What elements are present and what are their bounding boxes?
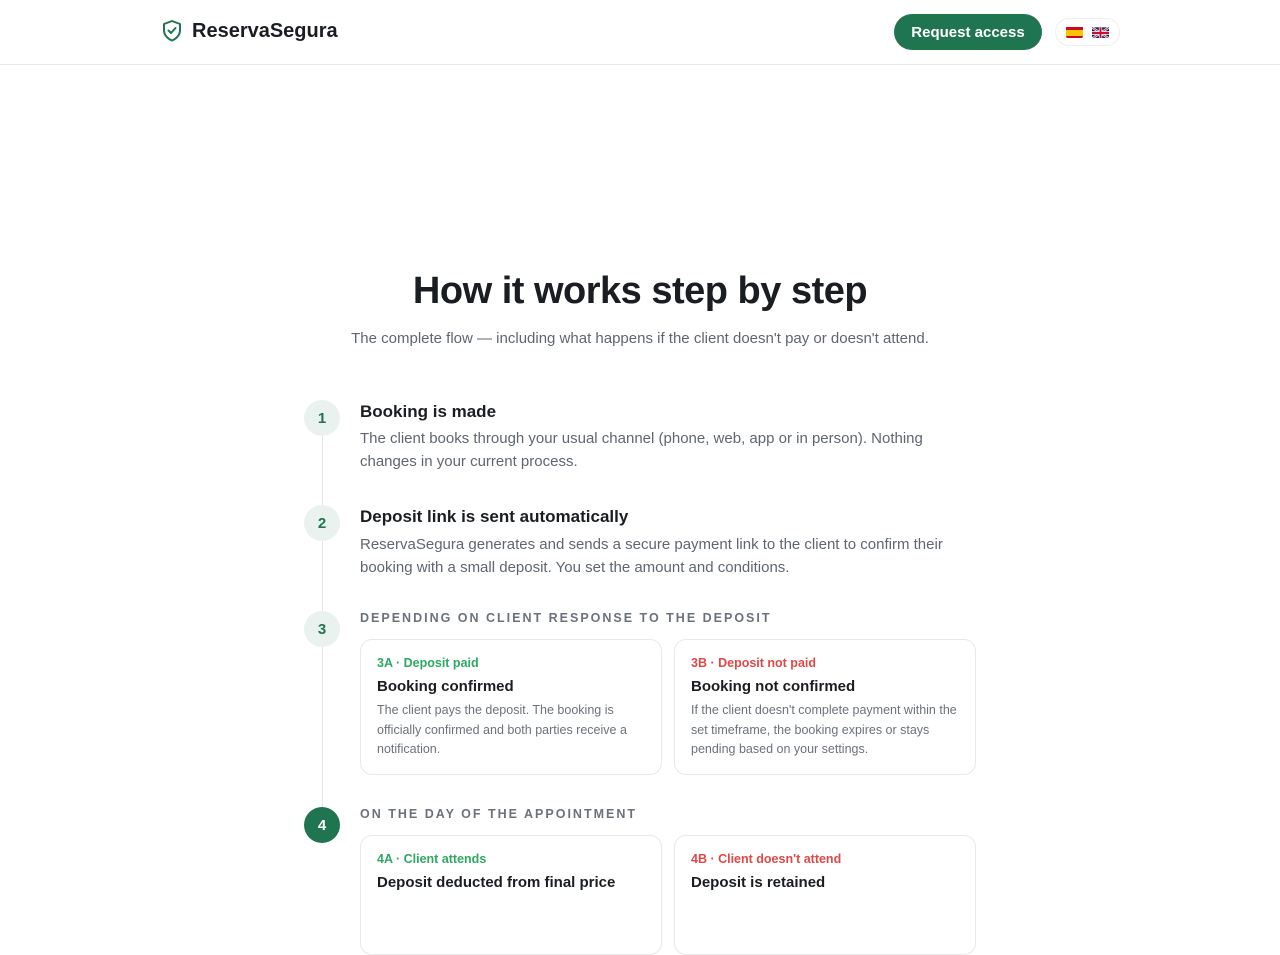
uk-flag-icon[interactable]	[1092, 26, 1109, 38]
outcome-card-3b	[674, 639, 976, 775]
card-title: Deposit is retained	[691, 874, 826, 891]
section-title: How it works step by step	[412, 270, 868, 312]
card-title: Deposit deducted from final price	[377, 874, 616, 891]
step-description: ReservaSegura generates and sends a secure payment link to the client to confirm their booking with a small deposit. You set the amount and conditions.	[360, 536, 943, 576]
step-number-1: 1	[304, 400, 340, 436]
language-switcher	[1055, 18, 1120, 46]
shield-check-icon	[161, 19, 183, 43]
step-number-3: 3	[304, 611, 340, 647]
step-description: The client books through your usual channel (phone, web, app or in person). Nothing changes in your current process.	[360, 430, 923, 470]
card-tag: 4A · Client attends	[377, 852, 487, 866]
card-tag: 4B · Client doesn't attend	[691, 852, 842, 866]
top-navbar	[0, 0, 1280, 65]
outcome-card-3a	[360, 639, 662, 775]
step-number-4: 4	[304, 807, 340, 843]
outcome-card-4b	[674, 835, 976, 955]
card-tag: 3A · Deposit paid	[377, 656, 479, 670]
card-tag: 3B · Deposit not paid	[691, 656, 816, 670]
step-kicker: DEPENDING ON CLIENT RESPONSE TO THE DEPOSIT	[360, 611, 772, 625]
step-number-2: 2	[304, 505, 340, 541]
card-title: Booking confirmed	[377, 678, 514, 695]
step-title: Booking is made	[360, 402, 497, 421]
request-access-button[interactable]: Request access	[894, 14, 1042, 50]
step-title: Deposit link is sent automatically	[360, 507, 629, 526]
card-title: Booking not confirmed	[691, 678, 856, 695]
section-subtitle: The complete flow — including what happens if the client doesn't pay or doesn't attend.	[351, 330, 929, 347]
brand-name: ReservaSegura	[192, 19, 338, 42]
spain-flag-icon[interactable]	[1066, 26, 1083, 38]
card-description: If the client doesn't complete payment within the set timeframe, the booking expires or stays pending based on your settings.	[691, 703, 957, 756]
brand-logo[interactable]	[161, 19, 338, 43]
card-description: The client pays the deposit. The booking is officially confirmed and both parties receive a notification.	[377, 703, 627, 756]
outcome-card-4a	[360, 835, 662, 955]
step-kicker: ON THE DAY OF THE APPOINTMENT	[360, 807, 638, 821]
